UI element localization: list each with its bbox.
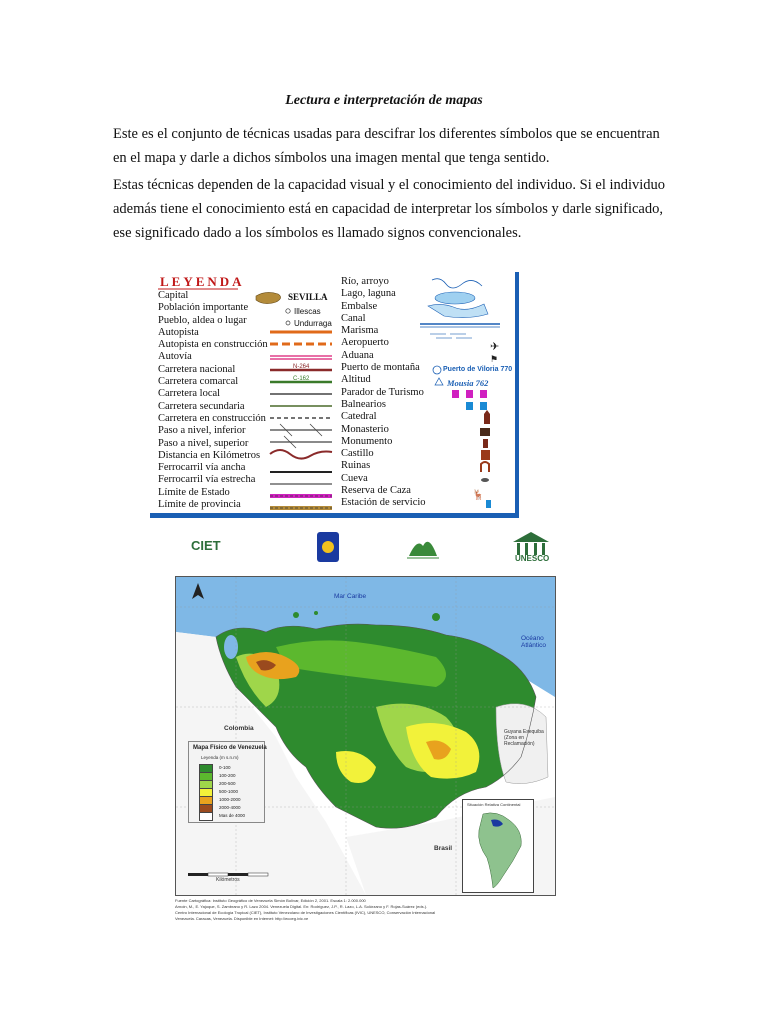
legend-item: Distancia en Kilómetros bbox=[158, 449, 261, 461]
legend-item: Paso a nivel, superior bbox=[158, 437, 249, 449]
aduana-icon: ⚑ bbox=[490, 354, 499, 364]
continental-inset bbox=[462, 799, 534, 893]
legend-item: Cueva bbox=[341, 472, 368, 484]
legend-left-list bbox=[158, 290, 268, 511]
legend-item: Carretera secundaria bbox=[158, 400, 245, 412]
legend-item: Carretera comarcal bbox=[158, 376, 239, 388]
poblacion-label: Illescas bbox=[294, 307, 321, 316]
distancia-symbol bbox=[270, 450, 332, 459]
altitud-label: Mousia 762 bbox=[447, 378, 489, 388]
key-subtitle: Leyenda (m s.n.m) bbox=[201, 755, 239, 760]
puerto-label: Puerto de Viloria 770 bbox=[443, 366, 513, 373]
elevation-key bbox=[188, 741, 265, 823]
estacion-servicio-icon bbox=[486, 500, 491, 508]
marisma-symbol bbox=[430, 334, 472, 338]
legend-item: Reserva de Caza bbox=[341, 485, 411, 497]
legend-title: LEYENDA bbox=[160, 274, 245, 289]
scale-label: Kilómetros bbox=[216, 877, 240, 883]
unesco-logo-icon bbox=[511, 530, 551, 564]
legend-item: Estación de servicio bbox=[341, 497, 426, 509]
rio-symbol bbox=[432, 279, 482, 288]
legend-item: Población importante bbox=[158, 302, 249, 314]
key-row: 0-100 bbox=[199, 764, 259, 772]
poblacion-symbol bbox=[286, 309, 290, 313]
legend-item: Puerto de montaña bbox=[341, 362, 420, 374]
legend-item: Ruinas bbox=[341, 460, 371, 472]
legend-item: Autovía bbox=[158, 351, 192, 363]
legend-item: Ferrocarril vía estrecha bbox=[158, 474, 256, 486]
legend-item: Carretera en construcción bbox=[158, 412, 266, 424]
conservation-logo-icon bbox=[405, 532, 441, 560]
guyana-label: Guyana Esequiba (Zona en Reclamación) bbox=[504, 729, 544, 747]
page-title: Lectura e interpretación de mapas bbox=[285, 93, 483, 108]
comarcal-label: C-162 bbox=[293, 376, 310, 382]
reserva-caza-icon: 🦌 bbox=[472, 490, 485, 501]
key-row: 500-1000 bbox=[199, 788, 259, 796]
ruinas-icon bbox=[481, 462, 489, 472]
legend-item: Capital bbox=[158, 290, 189, 301]
colombia-label: Colombia bbox=[224, 725, 254, 732]
puerto-montana-symbol bbox=[433, 366, 441, 374]
mar-caribe-label: Mar Caribe bbox=[334, 593, 367, 600]
monumento-icon bbox=[483, 439, 488, 448]
legend-item: Aduana bbox=[341, 349, 374, 361]
legend-item: Canal bbox=[341, 312, 366, 324]
nacional-label: N-264 bbox=[293, 364, 310, 370]
ivic-logo-icon bbox=[317, 532, 339, 562]
key-row: 200-500 bbox=[199, 780, 259, 788]
capital-label: SEVILLA bbox=[288, 292, 328, 302]
ciet-logo: CIET bbox=[191, 538, 221, 553]
legend-item: Límite de Estado bbox=[158, 486, 230, 498]
catedral-icon bbox=[484, 410, 490, 424]
key-row: 2000-4000 bbox=[199, 804, 259, 812]
balneario-icons bbox=[466, 402, 487, 410]
legend-right-list bbox=[341, 276, 426, 510]
key-row: 1000-2000 bbox=[199, 796, 259, 804]
aeropuerto-icon: ✈ bbox=[490, 341, 500, 353]
legend-item: Carretera local bbox=[158, 388, 221, 400]
legend-item: Aeropuerto bbox=[341, 337, 389, 349]
key-title: Mapa Físico de Venezuela bbox=[193, 745, 267, 751]
legend-item: Marisma bbox=[341, 325, 379, 337]
legend-item: Pueblo, aldea o lugar bbox=[158, 314, 247, 326]
map-source-text: Fuente Cartográfica: Instituto Geográfico de Venezuela Simón Bolívar, Edición 2, 2001. Escala 1: 2.000.000 Arnoin, M., E. Yajoque, S. Zambrano y R. Lazo 2004. Venezuela Digital. En: Rodríguez, J.P., R. Lazo, L.A. Solórzano y F. Rojas-Suárez (eds.). Centro Internacional de Ecología Tropical (CIET), Instituto Venezolano de Investigaciones Científicas (IVIC), UNESCO, Conservación Internacional Venezuela. Caracas, Venezuela. Disponible en Internet: http://ecoeg.ivic.ve bbox=[175, 898, 436, 921]
legend-item: Autopista bbox=[158, 326, 199, 338]
legend-item: Paso a nivel, inferior bbox=[158, 425, 246, 437]
embalse-symbol bbox=[428, 304, 488, 318]
brasil-label: Brasil bbox=[434, 845, 453, 852]
unesco-label: UNESCO bbox=[515, 554, 550, 563]
legend-item: Monasterio bbox=[341, 423, 389, 435]
legend-item: Parador de Turismo bbox=[341, 386, 424, 398]
inset-title: Situación Relativa Continental bbox=[467, 802, 521, 807]
legend-item: Catedral bbox=[341, 411, 377, 423]
castillo-icon bbox=[481, 450, 490, 460]
lago-symbol bbox=[435, 292, 475, 304]
parador-icons bbox=[452, 390, 487, 398]
monasterio-icon bbox=[480, 428, 490, 436]
oceano-label: Océano Atlántico bbox=[521, 635, 546, 649]
venezuela-map-figure bbox=[157, 528, 573, 921]
legend-item: Castillo bbox=[341, 448, 374, 460]
legend-item: Lago, laguna bbox=[341, 288, 396, 300]
legend-item: Embalse bbox=[341, 300, 378, 312]
altitud-symbol bbox=[435, 378, 443, 385]
legend-item: Río, arroyo bbox=[341, 276, 389, 287]
map-legend-figure bbox=[150, 272, 519, 518]
legend-item: Balnearios bbox=[341, 398, 386, 410]
legend-item: Límite de provincia bbox=[158, 499, 241, 511]
key-row: 100-200 bbox=[199, 772, 259, 780]
legend-item: Monumento bbox=[341, 435, 393, 447]
legend-item: Altitud bbox=[341, 374, 371, 386]
map-frame bbox=[175, 576, 556, 896]
paragraph-2: Estas técnicas dependen de la capacidad visual y el conocimiento del individuo. Si el individuo además tiene el conocimiento está en capacidad de interpretar los símbolos y darle significado, ese significado dado a los símbolos es llamado signos convencionales. bbox=[113, 177, 666, 241]
legend-item: Autopista en construcción bbox=[158, 339, 268, 351]
legend-item: Ferrocarril vía ancha bbox=[158, 462, 246, 474]
cueva-icon bbox=[481, 478, 489, 482]
paragraph-1: Este es el conjunto de técnicas usadas para descifrar los diferentes símbolos que se encuentran en el mapa y darle a dichos símbolos una imagen mental que tenga sentido. bbox=[113, 126, 660, 166]
key-row: Mas de 4000 bbox=[199, 812, 259, 820]
pueblo-label: Undurraga bbox=[294, 319, 332, 328]
legend-item: Carretera nacional bbox=[158, 363, 236, 375]
pueblo-symbol bbox=[286, 321, 290, 325]
